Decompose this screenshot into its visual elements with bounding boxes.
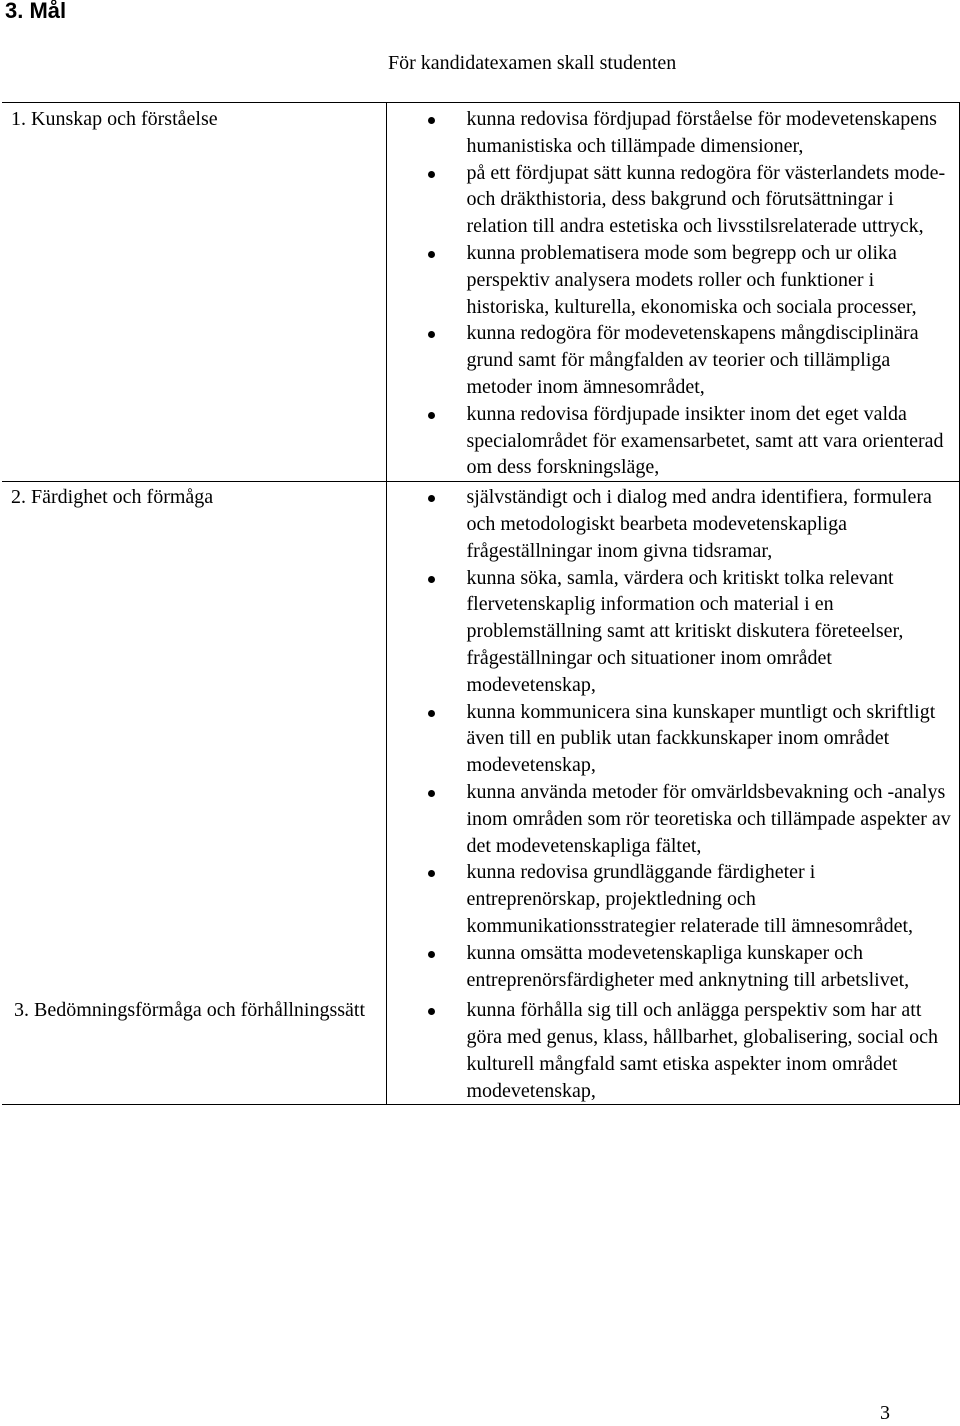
goal-items-cell (386, 993, 959, 1105)
goal-item (387, 565, 953, 699)
bullet-icon (428, 1008, 435, 1015)
goal-item (387, 940, 953, 994)
goal-item (387, 240, 953, 320)
goal-item-text: självständigt och i dialog med andra identifiera, formulera och metodologiskt bearbeta modevetenskapliga frågeställningar inom givna tidsramar, (466, 486, 932, 562)
goal-item-text: kunna problematisera mode som begrepp och ur olika perspektiv analysera modets roller och funktioner i historiska, kulturella, ekonomiska och sociala processer, (466, 241, 917, 318)
bullet-icon (428, 251, 435, 258)
goal-label: 2. Färdighet och förmåga (11, 486, 214, 509)
goal-list (387, 106, 953, 481)
goal-item-text: kunna redogöra för modevetenskapens mångdisciplinära grund samt för mångfalden av teorier och tillämpliga metoder inom ämnesområdet, (466, 322, 919, 398)
goal-list (387, 484, 953, 993)
goal-row-judgement (2, 993, 959, 1105)
goal-label-cell (2, 993, 386, 1105)
goal-item-text: kunna söka, samla, värdera och kritiskt tolka relevant flervetenskaplig information och material i en problemställning samt att kritiskt diskutera företeelser, frågeställningar och situationer inom området modevetenskap, (466, 566, 904, 696)
page-number: 3 (880, 1402, 890, 1424)
goal-row-knowledge (2, 103, 959, 482)
bullet-icon (428, 951, 435, 958)
goal-item (387, 699, 953, 779)
goal-item (387, 160, 953, 240)
bullet-icon (428, 710, 435, 717)
goal-item (387, 859, 953, 939)
goal-row-skills (2, 482, 959, 994)
goal-label: 3. Bedömningsförmåga och förhållningssätt (14, 999, 366, 1022)
bullet-icon (428, 412, 435, 419)
bullet-icon (428, 117, 435, 124)
goal-label-cell (2, 103, 386, 482)
goal-item-text: kunna förhålla sig till och anlägga perspektiv som har att göra med genus, klass, hållbarhet, globalisering, social och kulturell mångfald samt etiska aspekter inom området modevetenskap, (466, 999, 939, 1102)
intro-text: För kandidatexamen skall studenten (388, 52, 677, 74)
goal-item (387, 779, 953, 859)
goal-label-cell (2, 482, 386, 994)
goal-items-cell (386, 482, 959, 994)
bullet-icon (428, 331, 435, 338)
goal-list (387, 997, 953, 1104)
goal-item-text: kunna använda metoder för omvärldsbevakning och -analys inom områden som rör teoretiska och tillämpade aspekter av det modevetenskapliga fältet, (466, 780, 951, 857)
bullet-icon (428, 870, 435, 877)
goal-item (387, 401, 953, 481)
bullet-icon (428, 171, 435, 178)
section-heading: 3. Mål (5, 0, 67, 23)
bullet-icon (428, 576, 435, 583)
goal-item (387, 320, 953, 400)
goal-item-text: kunna redovisa fördjupade insikter inom det eget valda specialområdet för examensarbetet, samt att vara orienterad om dess forskningsläge, (466, 402, 944, 479)
goal-items-cell (386, 103, 959, 482)
goal-item (387, 997, 953, 1104)
bullet-icon (428, 790, 435, 797)
bullet-icon (428, 495, 435, 502)
goal-item-text: kunna redovisa fördjupad förståelse för modevetenskapens humanistiska och tillämpade dimensioner, (466, 108, 937, 157)
goal-item-text: på ett fördjupat sätt kunna redogöra för västerlandets mode- och dräkthistoria, dess bakgrund och förutsättningar i relation till andra estetiska och livsstilsrelaterade uttryck, (466, 161, 946, 238)
goal-item-text: kunna redovisa grundläggande färdigheter i entreprenörskap, projektledning och kommunikationsstrategier relaterade till ämnesområdet, (466, 861, 914, 937)
goal-item (387, 484, 953, 564)
goal-label: 1. Kunskap och förståelse (11, 108, 218, 130)
goal-item-text: kunna omsätta modevetenskapliga kunskaper och entreprenörsfärdigheter med anknytning till arbetslivet, (466, 941, 910, 991)
goal-item-text: kunna kommunicera sina kunskaper muntligt och skriftligt även till en publik utan fackkunskaper inom området modevetenskap, (466, 700, 936, 777)
goals-table (2, 102, 960, 1105)
goal-item (387, 106, 953, 160)
